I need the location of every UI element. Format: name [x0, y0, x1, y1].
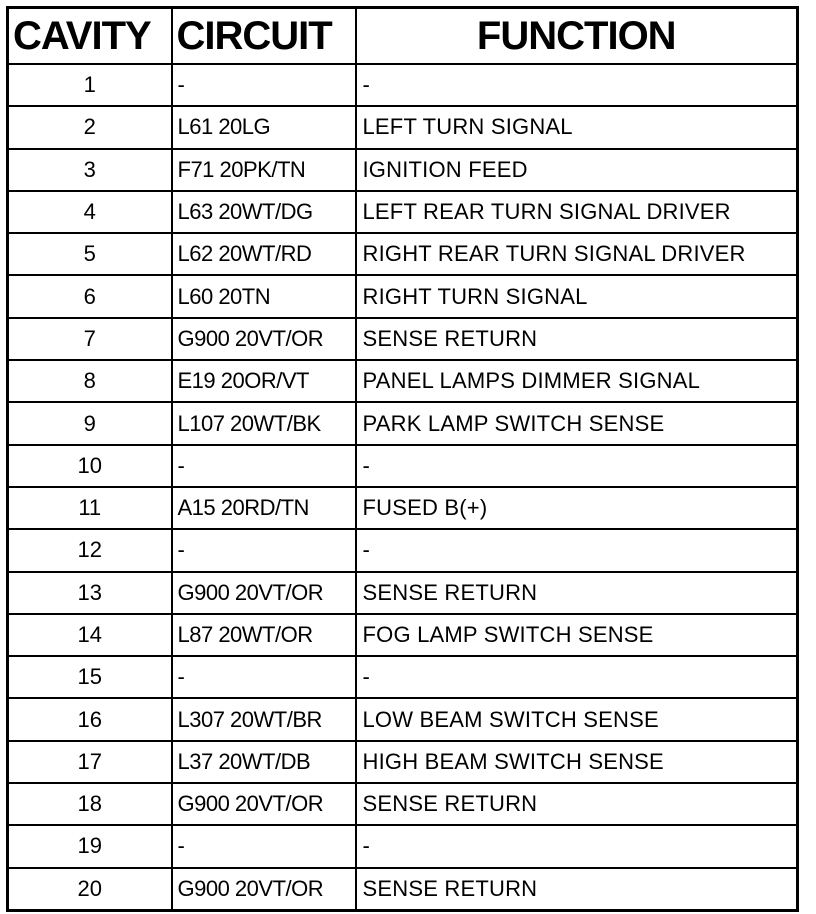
cavity-cell: 12 — [8, 529, 172, 571]
table-row — [8, 445, 798, 487]
circuit-cell: L60 20TN — [172, 275, 356, 317]
table-row — [8, 191, 798, 233]
table-row — [8, 64, 798, 106]
function-cell: SENSE RETURN — [356, 783, 798, 825]
table-row — [8, 614, 798, 656]
circuit-cell: G900 20VT/OR — [172, 783, 356, 825]
table-row — [8, 318, 798, 360]
header-function: FUNCTION — [356, 8, 798, 65]
cavity-cell: 9 — [8, 402, 172, 444]
circuit-cell: L63 20WT/DG — [172, 191, 356, 233]
table-row — [8, 487, 798, 529]
cavity-cell: 18 — [8, 783, 172, 825]
connector-pinout-table — [6, 6, 799, 912]
cavity-cell: 16 — [8, 698, 172, 740]
table-row — [8, 106, 798, 148]
circuit-cell: L87 20WT/OR — [172, 614, 356, 656]
header-row — [8, 8, 798, 65]
function-cell: LEFT TURN SIGNAL — [356, 106, 798, 148]
table-row — [8, 698, 798, 740]
circuit-cell: A15 20RD/TN — [172, 487, 356, 529]
cavity-cell: 17 — [8, 741, 172, 783]
function-cell: - — [356, 656, 798, 698]
circuit-cell: - — [172, 825, 356, 867]
cavity-cell: 11 — [8, 487, 172, 529]
function-cell: RIGHT REAR TURN SIGNAL DRIVER — [356, 233, 798, 275]
circuit-cell: L107 20WT/BK — [172, 402, 356, 444]
cavity-cell: 5 — [8, 233, 172, 275]
cavity-cell: 14 — [8, 614, 172, 656]
cavity-cell: 10 — [8, 445, 172, 487]
table-row — [8, 868, 798, 911]
function-cell: - — [356, 529, 798, 571]
table-row — [8, 360, 798, 402]
function-cell: LEFT REAR TURN SIGNAL DRIVER — [356, 191, 798, 233]
table-row — [8, 825, 798, 867]
table-row — [8, 656, 798, 698]
header-circuit: CIRCUIT — [172, 8, 356, 65]
cavity-cell: 15 — [8, 656, 172, 698]
function-cell: - — [356, 64, 798, 106]
function-cell: FOG LAMP SWITCH SENSE — [356, 614, 798, 656]
circuit-cell: L37 20WT/DB — [172, 741, 356, 783]
function-cell: HIGH BEAM SWITCH SENSE — [356, 741, 798, 783]
function-cell: IGNITION FEED — [356, 149, 798, 191]
circuit-cell: - — [172, 445, 356, 487]
cavity-cell: 13 — [8, 572, 172, 614]
cavity-cell: 8 — [8, 360, 172, 402]
cavity-cell: 6 — [8, 275, 172, 317]
function-cell: - — [356, 445, 798, 487]
header-cavity: CAVITY — [8, 8, 172, 65]
table-row — [8, 783, 798, 825]
cavity-cell: 2 — [8, 106, 172, 148]
circuit-cell: - — [172, 656, 356, 698]
circuit-cell: L307 20WT/BR — [172, 698, 356, 740]
function-cell: SENSE RETURN — [356, 572, 798, 614]
function-cell: PARK LAMP SWITCH SENSE — [356, 402, 798, 444]
circuit-cell: E19 20OR/VT — [172, 360, 356, 402]
cavity-cell: 19 — [8, 825, 172, 867]
circuit-cell: G900 20VT/OR — [172, 868, 356, 911]
table-row — [8, 572, 798, 614]
function-cell: PANEL LAMPS DIMMER SIGNAL — [356, 360, 798, 402]
circuit-cell: G900 20VT/OR — [172, 318, 356, 360]
table-row — [8, 402, 798, 444]
function-cell: RIGHT TURN SIGNAL — [356, 275, 798, 317]
function-cell: LOW BEAM SWITCH SENSE — [356, 698, 798, 740]
cavity-cell: 1 — [8, 64, 172, 106]
table-row — [8, 741, 798, 783]
function-cell: SENSE RETURN — [356, 318, 798, 360]
circuit-cell: - — [172, 64, 356, 106]
function-cell: - — [356, 825, 798, 867]
cavity-cell: 20 — [8, 868, 172, 911]
circuit-cell: - — [172, 529, 356, 571]
circuit-cell: F71 20PK/TN — [172, 149, 356, 191]
function-cell: FUSED B(+) — [356, 487, 798, 529]
circuit-cell: G900 20VT/OR — [172, 572, 356, 614]
table-row — [8, 149, 798, 191]
circuit-cell: L62 20WT/RD — [172, 233, 356, 275]
table-row — [8, 275, 798, 317]
cavity-cell: 7 — [8, 318, 172, 360]
cavity-cell: 4 — [8, 191, 172, 233]
table-row — [8, 233, 798, 275]
cavity-cell: 3 — [8, 149, 172, 191]
function-cell: SENSE RETURN — [356, 868, 798, 911]
table-row — [8, 529, 798, 571]
circuit-cell: L61 20LG — [172, 106, 356, 148]
